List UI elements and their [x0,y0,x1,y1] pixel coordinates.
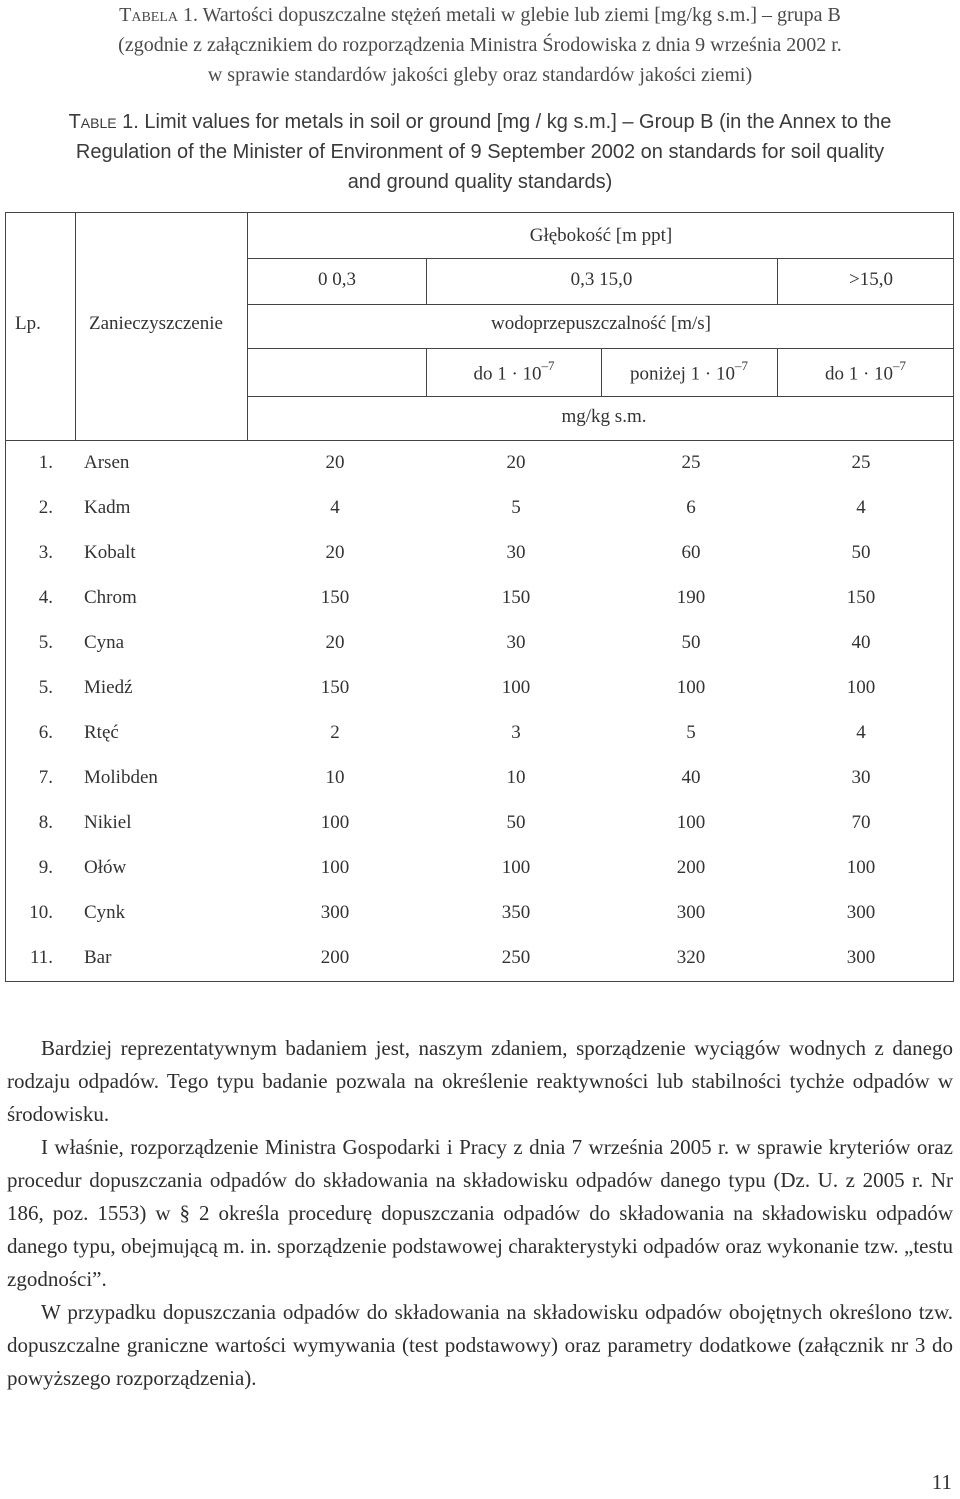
body-text [7,1032,953,1395]
pollutant-name: Molibden [84,767,158,788]
limit-value: 300 [846,947,876,968]
table-caption-polish [0,0,960,90]
depth-header: Głębokość [m ppt] [529,225,673,246]
limit-value: 100 [501,677,531,698]
row-number: 5. [38,677,53,698]
limit-value: 30 [506,632,526,653]
pollutant-name: Kadm [84,497,131,518]
table-row [5,846,954,891]
limit-value: 20 [325,452,345,473]
row-number: 10. [29,902,53,923]
limit-value: 100 [676,812,706,833]
pollutant-name: Nikiel [84,812,132,833]
table-row [5,531,954,576]
limit-value: 10 [325,767,345,788]
limit-value: 50 [681,632,701,653]
depth-range: 0 0,3 [318,269,356,290]
limit-value: 300 [676,902,706,923]
limit-value: 25 [681,452,701,473]
limit-value: 40 [681,767,701,788]
paragraph: I właśnie, rozporządzenie Ministra Gospodarki i Pracy z dnia 7 września 2005 r. w sprawie kryteriów oraz procedur dopuszczania odpadów do składowania na składowisku odpadów danego typu (Dz. U. z 2005 r. Nr 186, poz. 1553) w § 2 określa procedurę dopuszczania odpadów do składowania na składowisku odpadów danego typu, obejmującą m. in. sporządzenie podstawowej charakterystyki odpadów oraz wykonanie tzw. „testu zgodności”. [7,1135,953,1291]
table-row [5,711,954,756]
limit-value: 60 [681,542,701,563]
table-row [5,936,954,981]
limit-value: 100 [501,857,531,878]
limit-value: 4 [856,497,866,518]
pollutant-name: Ołów [84,857,127,878]
limit-value: 3 [511,722,521,743]
limit-value: 2 [330,722,340,743]
pollutant-name: Cyna [84,632,125,653]
limit-value: 150 [320,587,350,608]
limit-value: 70 [851,812,871,833]
limit-value: 300 [846,902,876,923]
caption-text: (zgodnie z załącznikiem do rozporządzenia Ministra Środowiska z dnia 9 września 2002 r. [118,34,842,56]
table-caption-english [0,107,960,197]
limit-value: 100 [846,677,876,698]
row-number: 6. [38,722,53,743]
limit-value: 20 [506,452,526,473]
limit-value: 50 [506,812,526,833]
limit-value: 20 [325,542,345,563]
caption-label: Tabela 1. [119,4,199,26]
row-number: 2. [38,497,53,518]
depth-range: >15,0 [849,269,893,290]
pollutant-name: Miedź [84,677,133,698]
limit-value: 200 [676,857,706,878]
limit-value: 100 [846,857,876,878]
pollutant-name: Arsen [84,452,130,473]
limit-value: 200 [320,947,350,968]
limit-value: 300 [320,902,350,923]
limit-value: 5 [686,722,696,743]
limit-value: 6 [686,497,696,518]
caption-text: Regulation of the Minister of Environment of 9 September 2002 on standards for soil quality [75,141,885,163]
limit-value: 20 [325,632,345,653]
row-number: 7. [38,767,53,788]
table-row [5,891,954,936]
depth-range: 0,3 15,0 [570,269,633,290]
limit-value: 150 [320,677,350,698]
row-number: 9. [38,857,53,878]
row-number: 5. [38,632,53,653]
limit-value: 150 [846,587,876,608]
limit-value: 30 [506,542,526,563]
limit-value: 100 [320,857,350,878]
permeability-header: wodoprzepuszczalność [m/s] [490,313,711,334]
permeability-value: do $1 \cdot 10^{-7}$ [473,358,555,385]
limit-value: 150 [501,587,531,608]
table-row [5,621,954,666]
page-number: 11 [931,1470,952,1494]
row-number: 1. [38,452,53,473]
paragraph: Bardziej reprezentatywnym badaniem jest, naszym zdaniem, sporządzenie wyciągów wodnych z danego rodzaju odpadów. Tego typu badanie pozwala na określenie reaktywności lub stabilności tychże odpadów w środowisku. [7,1036,953,1126]
limit-value: 50 [851,542,871,563]
caption-text: Wartości dopuszczalne stężeń metali w glebie lub ziemi [mg/kg s.m.] – grupa B [202,4,841,26]
limit-value: 40 [851,632,871,653]
limit-value: 10 [506,767,526,788]
row-number: 11. [29,947,53,968]
lp-header: Lp. [15,313,41,334]
limit-value: 30 [851,767,871,788]
pollutant-name: Rtęć [84,722,119,743]
row-number: 3. [38,542,53,563]
caption-text: w sprawie standardów jakości gleby oraz standardów jakości ziemi) [207,64,753,86]
limit-value: 190 [676,587,706,608]
table-row [5,441,954,486]
row-number: 8. [38,812,53,833]
table-header [5,212,954,440]
limit-value: 350 [501,902,531,923]
paragraph: W przypadku dopuszczania odpadów do składowania na składowisku odpadów obojętnych określono tzw. dopuszczalne graniczne wartości wymywania (test podstawowy) oraz parametry dodatkowe (załącznik nr 3 do powyższego rozporządzenia). [7,1300,953,1390]
pollutant-name: Cynk [84,902,126,923]
table-row [5,756,954,801]
caption-text: Limit values for metals in soil or ground [mg / kg s.m.] – Group B (in the Annex to the [144,111,892,133]
table-row [5,666,954,711]
limit-value: 4 [330,497,340,518]
pollutant-name: Bar [84,947,112,968]
limit-value: 100 [320,812,350,833]
pollutant-name: Chrom [84,587,137,608]
permeability-value: poniżej $1 \cdot 10^{-7}$ [629,358,748,385]
limit-value: 4 [856,722,866,743]
caption-text: and ground quality standards) [347,171,613,193]
permeability-value: do $1 \cdot 10^{-7}$ [824,358,907,385]
limit-value: 5 [511,497,521,518]
caption-label: Table 1. [68,111,139,133]
unit-label: mg/kg s.m. [561,406,647,427]
row-number: 4. [38,587,53,608]
pollutant-name: Kobalt [84,542,136,563]
pollutant-header: Zanieczyszczenie [89,313,223,334]
limit-value: 25 [851,452,871,473]
table-row [5,486,954,531]
table-row [5,576,954,621]
limit-value: 250 [501,947,531,968]
limit-value: 100 [676,677,706,698]
limit-value: 320 [676,947,706,968]
table-row [5,801,954,846]
